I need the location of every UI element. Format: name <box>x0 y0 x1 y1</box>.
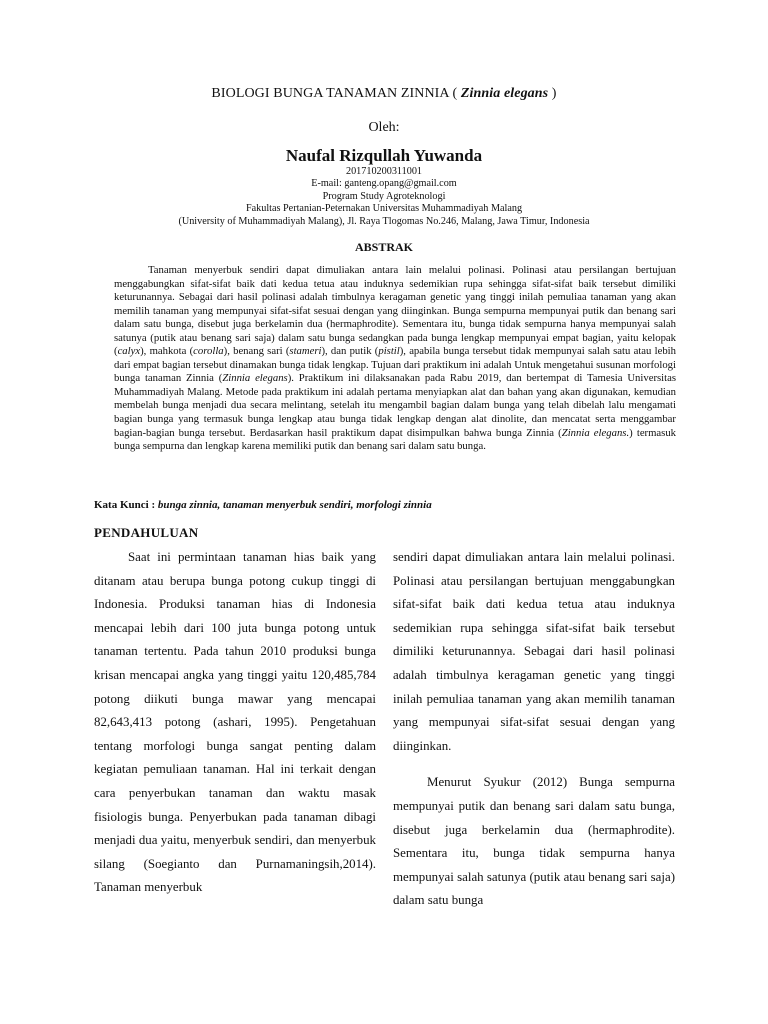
intro-paragraph-1: Saat ini permintaan tanaman hias baik yang ditanam atau berupa bunga potong cukup tinggi di Indonesia. Produksi tanaman hias di Indonesia mencapai lebih dari 100 juta bunga potong untuk tanaman tertentu. Pada tahun 2010 produksi bunga krisan mencapai angka yang tinggi yaitu 120,485,784 potong diikuti bunga mawar yang mencapai 82,643,413 potong (ashari, 1995). Pengetahuan tentang morfologi bunga sangat penting dalam kegiatan pemuliaan tanaman. Hal ini terkait dengan cara penyerbukan tanaman dan waktu masak fisiologis bunga. Penyerbukan pada tanaman dibagi menjadi dua yaitu, menyerbuk sendiri, dan menyerbuk silang (Soegianto dan Purnamaningsih,2014). Tanaman menyerbuk <box>94 550 376 895</box>
study-program: Program Study Agroteknologi <box>322 190 446 202</box>
abstract-text-7: ) termasuk bunga sempurna dan lengkap karena memiliki putik dan benang sari dalam satu bunga. <box>114 426 677 453</box>
faculty: Fakultas Pertanian-Peternakan Universitas Muhammadiyah Malang <box>245 203 523 215</box>
abstract-text-4: ), dan putik ( <box>321 345 379 358</box>
abstract-body <box>114 264 676 454</box>
term-stameri: stameri <box>289 345 322 358</box>
abstract-text-2: ), mahkota ( <box>140 345 194 358</box>
paper-title <box>0 86 768 102</box>
keywords-value: bunga zinnia, tanaman menyerbuk sendiri, morfologi zinnia <box>157 499 432 511</box>
title-close: ) <box>548 86 557 101</box>
abstract-text-5: ), apabila bunga tersebut tidak mempunyai salah satu atau lebih dari empat bagian tersebut dinamakan bunga tidak lengkap. Tujuan dari praktikum ini adalah Untuk mengetahui susunan morfologi bunga tanaman Zinnia ( <box>114 345 676 385</box>
section-heading: PENDAHULUAN <box>94 525 199 540</box>
term-pistil: pistil <box>378 345 400 358</box>
university-address: (University of Muhammadiyah Malang), Jl. Raya Tlogomas No.246, Malang, Jawa Timur, Indonesia <box>178 215 590 227</box>
abstract-text-1: Tanaman menyerbuk sendiri dapat dimuliakan antara lain melalui polinasi. Polinasi atau persilangan bertujuan menggabungkan sifat-sifat baik dati kedua tetua atau induknya sedemikian rupa sehingga sifat-sifat baik tersebut dimiliki keturunannya. Sebagai dari hasil polinasi adalah timbulnya keragaman genetic yang tinggi inilah pemuliaa tanaman yang akan memilih tanaman yang mempunyai sifat-sifat sesuai dengan yang diinginkan. Bunga sempurna mempunyai putik dan benang sari dalam satu bunga, disebut juga berkelamin dua (hermaphrodite). Sementara itu, bunga tidak sempurna hanya mempunyai salah satunya (putik atau benang sari saja) dalam satu bunga sedangkan pada bunga lengkap mempunyai empat bagian, yaitu kelopak ( <box>114 264 676 358</box>
affiliation-block <box>0 166 768 228</box>
title-species: Zinnia elegans <box>460 86 549 101</box>
keywords-label: Kata Kunci : <box>94 499 158 511</box>
title-text: BIOLOGI BUNGA TANAMAN ZINNIA ( <box>211 86 461 101</box>
keywords <box>94 499 694 511</box>
intro-paragraph-2: Menurut Syukur (2012) Bunga sempurna mempunyai putik dan benang sari dalam satu bunga, disebut juga berkelamin dua (hermaphrodite). Sementara itu, bunga tidak sempurna hanya mempunyai salah satunya (putik atau benang sari saja) dalam satu bunga <box>393 775 675 908</box>
left-column <box>94 546 376 900</box>
term-corolla: corolla <box>193 345 224 358</box>
term-zinnia-1: Zinnia elegans <box>222 372 288 385</box>
abstract-text-6: ). Praktikum ini dilaksanakan pada Rabu 2019, dan bertempat di Tamesia Universitas Muhammadiyah Malang. Metode pada praktikum ini adalah pertama menyiapkan alat dan bahan yang akan digunakan, kemudian membelah bunga menjadi dua secara melintang, setelah itu mengambil bagian dalam bunga yang telah dibelah lalu mengamati bagian bunga yang termasuk bunga lengkap atau bunga tidak lengkap dengan alat dinolite, dan mencatat serta menggambar bagian-bagian bunga tersebut. Berdasarkan hasil praktikum dapat disimpulkan bahwa bunga Zinnia ( <box>114 372 677 439</box>
student-id: 201710200311001 <box>345 166 423 177</box>
term-calyx: calyx <box>117 345 141 358</box>
right-column <box>393 546 675 913</box>
term-zinnia-2: Zinnia elegans. <box>561 426 630 439</box>
intro-paragraph-1-continued: sendiri dapat dimuliakan antara lain melalui polinasi. Polinasi atau persilangan bertujuan menggabungkan sifat-sifat baik dati kedua tetua atau induknya sedemikian rupa sehingga sifat-sifat baik tersebut dimiliki keturunannya. Sebagai dari hasil polinasi adalah timbulnya keragaman genetic yang tinggi inilah pemuliaa tanaman yang akan memilih tanaman yang mempunyai sifat-sifat sesuai dengan yang diinginkan. <box>393 550 675 753</box>
abstract-heading: ABSTRAK <box>354 240 413 254</box>
abstract-text-3: ), benang sari ( <box>223 345 290 358</box>
byline: Oleh: <box>368 120 400 135</box>
author-name: Naufal Rizqullah Yuwanda <box>285 146 483 165</box>
author-email: E-mail: ganteng.opang@gmail.com <box>311 178 457 190</box>
